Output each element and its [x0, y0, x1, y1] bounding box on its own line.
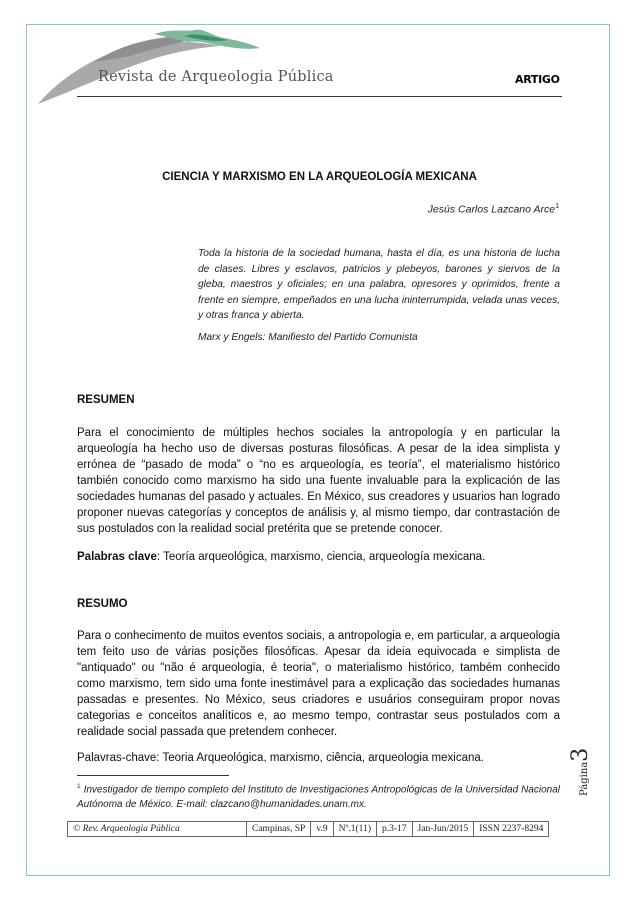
footer-issue: Nº.1(11)	[333, 822, 376, 837]
footer-journal: © Rev. Arqueologia Pública	[68, 822, 247, 837]
citation-footer	[67, 821, 549, 837]
footnote	[77, 780, 560, 812]
page-number-label	[568, 736, 593, 796]
journal-name: Revista de Arqueologia Pública	[98, 69, 334, 85]
footnote-text: Investigador de tiempo completo del Instituto de Investigaciones Antropológicas de la Universidad Nacional Autónoma de México. E-mail: clazcano@humanidades.unam.mx.	[77, 784, 560, 810]
page-label-text: Página	[579, 761, 590, 796]
keywords-list: : Teoría arqueológica, marxismo, ciencia, arqueología mexicana.	[156, 551, 486, 563]
author-note-mark: 1	[555, 203, 559, 210]
article-title: CIENCIA Y MARXISMO EN LA ARQUEOLOGÍA MEXICANA	[162, 171, 477, 183]
resumen-heading: RESUMEN	[77, 394, 135, 406]
epigraph-quote: Toda la historia de la sociedad humana, hasta el día, es una historia de lucha de clases. Libres y esclavos, patricios y plebeyos, barones y siervos de la gleba, maestros y oficiales; en una palabra, opresores y oprimidos, frente a frente en siempre, empeñados en una lucha ininterrumpida, velada unas veces, y otras franca y abierta.	[198, 248, 560, 321]
footnote-divider	[77, 775, 229, 776]
footer-date: Jan-Jun/2015	[412, 822, 474, 837]
resumen-body: Para el conocimiento de múltiples hechos sociales la antropología y en particular la arqueología ha hecho uso de diversas posturas filosóficas. A pesar de la idea simplista y errónea de “pasado de moda” o “no es arqueología, es teoría”, el materialismo histórico también conocido como marxismo ha sido una fuente invaluable para la explicación de las sociedades humanas del pasado y actuales. En México, sus creadores y usuarios han logrado proponer nuevas categorías y conceptos de análisis y, al mismo tiempo, dar contrastación de sus postulados con la realidad social pretérita que se pretende conocer.	[77, 427, 560, 535]
resumen-keywords	[77, 551, 485, 563]
resumo-keywords: Palavras-chave: Teoria Arqueológica, marxismo, ciência, arqueologia mexicana.	[77, 752, 484, 764]
author-line	[428, 203, 559, 216]
page-number: 3	[568, 747, 593, 762]
author-name: Jesús Carlos Lazcano Arce	[427, 203, 556, 216]
footer-pages: p.3-17	[376, 822, 412, 837]
resumo-heading: RESUMO	[77, 598, 128, 610]
footer-location: Campinas, SP	[247, 822, 311, 837]
header-divider	[77, 96, 562, 97]
footer-volume: v.9	[311, 822, 333, 837]
resumo-body: Para o conhecimento de muitos eventos sociais, a antropologia e, em particular, a arqueologia tem feito uso de várias posições filosóficas. Apesar da ideia equivocada e simplista de "antiquado" ou "não é arqueologia, é teoria", o materialismo histórico, também conhecido como marxismo, tem sido uma fonte inestimável para a explicação das sociedades humanas passadas e presentes. No México, seus criadores e usuários conseguiram propor novas categorias e conceitos analíticos e, ao mesmo tempo, contrastar seus postulados com a realidade social passada que pretendem conhecer.	[77, 630, 560, 738]
footer-issn: ISSN 2237-8294	[474, 822, 549, 837]
footnote-mark: 1	[77, 783, 81, 790]
epigraph-source: Marx y Engels: Manifiesto del Partido Comunista	[198, 332, 418, 343]
keywords-label: Palabras clave	[77, 551, 157, 563]
section-label: ARTIGO	[515, 73, 560, 86]
